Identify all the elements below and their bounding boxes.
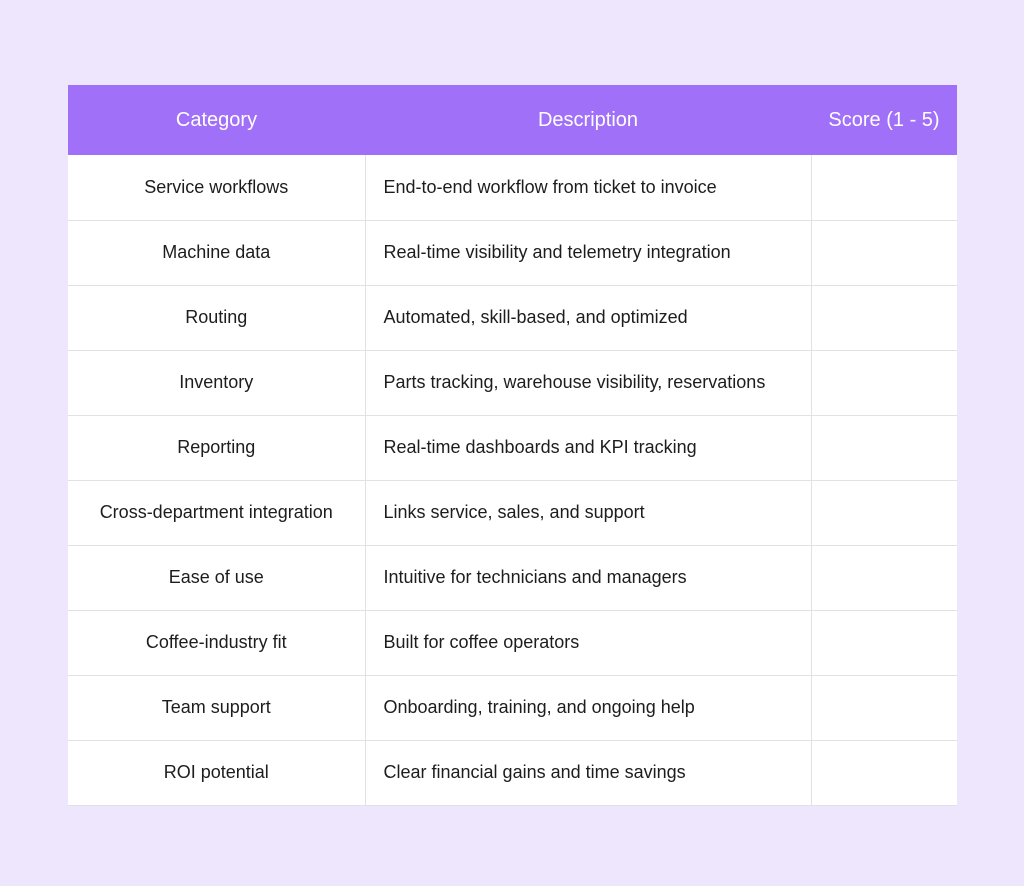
table-row	[68, 610, 957, 675]
header-score: Score (1 - 5)	[828, 108, 940, 131]
category-cell: ROI potential	[68, 740, 365, 805]
description-cell: Real-time visibility and telemetry integration	[365, 220, 811, 285]
table-row	[68, 545, 957, 610]
table-header	[68, 85, 957, 155]
table-body	[68, 155, 957, 805]
table-row	[68, 480, 957, 545]
table-row	[68, 155, 957, 220]
table-row	[68, 415, 957, 480]
scoring-table-card	[68, 85, 957, 806]
table-row	[68, 740, 957, 805]
category-cell: Cross-department integration	[68, 480, 365, 545]
category-cell: Machine data	[68, 220, 365, 285]
score-cell[interactable]	[811, 740, 957, 805]
category-cell: Service workflows	[68, 155, 365, 220]
description-cell: Automated, skill-based, and optimized	[365, 285, 811, 350]
header-category: Category	[175, 108, 258, 131]
category-cell: Inventory	[68, 350, 365, 415]
category-cell: Coffee-industry fit	[68, 610, 365, 675]
category-cell: Team support	[68, 675, 365, 740]
score-cell[interactable]	[811, 350, 957, 415]
table-row	[68, 675, 957, 740]
table-row	[68, 350, 957, 415]
scoring-table	[68, 85, 957, 806]
header-description: Description	[537, 108, 639, 131]
score-cell[interactable]	[811, 675, 957, 740]
description-cell: Onboarding, training, and ongoing help	[365, 675, 811, 740]
category-cell: Reporting	[68, 415, 365, 480]
description-cell: Links service, sales, and support	[365, 480, 811, 545]
description-cell: Clear financial gains and time savings	[365, 740, 811, 805]
score-cell[interactable]	[811, 610, 957, 675]
category-cell: Routing	[68, 285, 365, 350]
header-row	[68, 85, 957, 155]
score-cell[interactable]	[811, 285, 957, 350]
description-cell: Parts tracking, warehouse visibility, reservations	[365, 350, 811, 415]
description-cell: Built for coffee operators	[365, 610, 811, 675]
score-cell[interactable]	[811, 220, 957, 285]
description-cell: Real-time dashboards and KPI tracking	[365, 415, 811, 480]
category-cell: Ease of use	[68, 545, 365, 610]
table-row	[68, 220, 957, 285]
score-cell[interactable]	[811, 155, 957, 220]
score-cell[interactable]	[811, 480, 957, 545]
score-cell[interactable]	[811, 545, 957, 610]
table-row	[68, 285, 957, 350]
description-cell: End-to-end workflow from ticket to invoice	[365, 155, 811, 220]
description-cell: Intuitive for technicians and managers	[365, 545, 811, 610]
score-cell[interactable]	[811, 415, 957, 480]
